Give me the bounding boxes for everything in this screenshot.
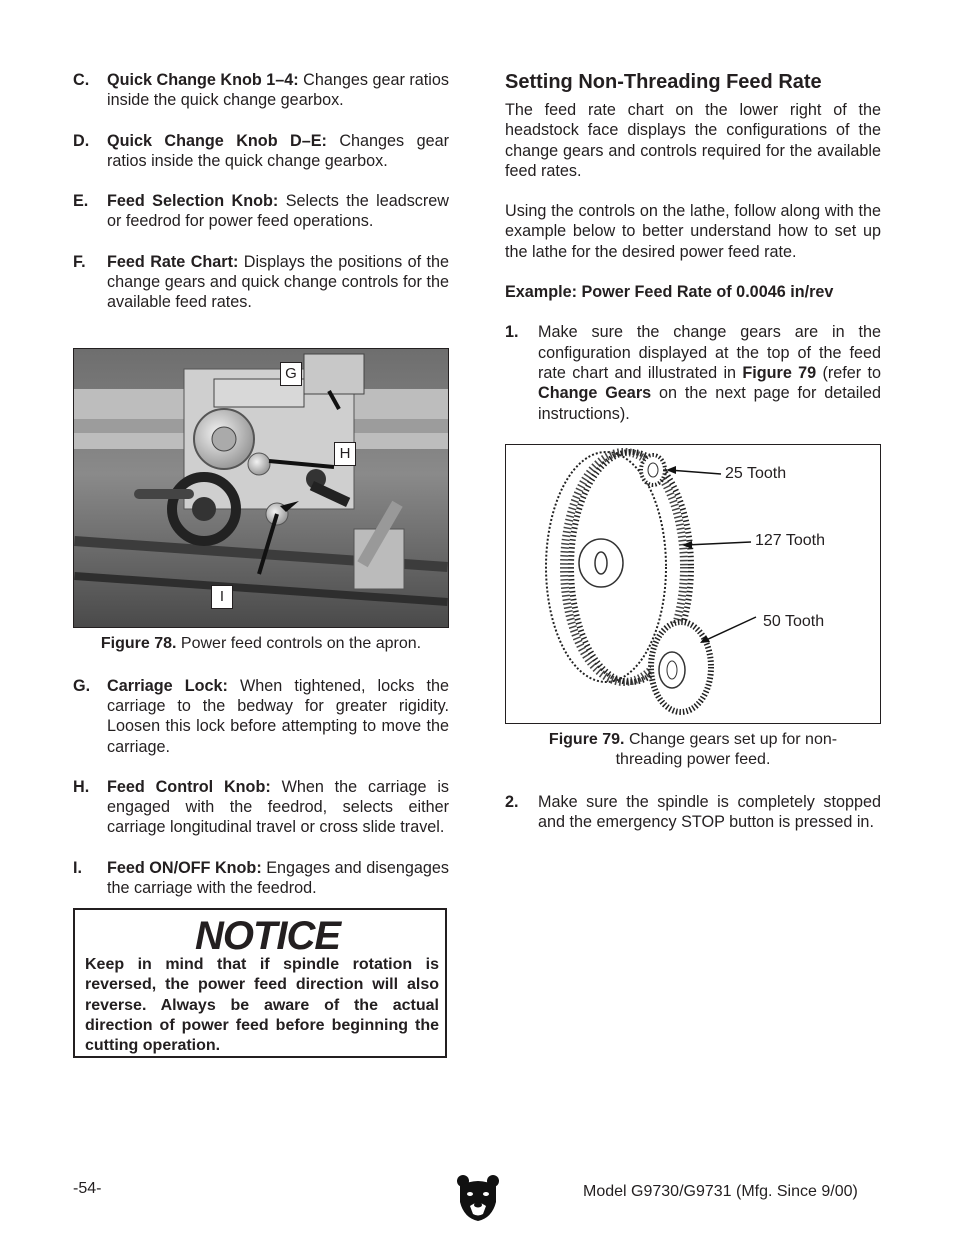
step-1: 1. Make sure the change gears are in the configuration displayed at the top of the feed rate chart and illustrated in Figure 79 (refer to Change Gears on the next page for detailed instructions). bbox=[505, 323, 881, 423]
notice-text: Keep in mind that if spindle rotation is reversed, the power feed direction will also reverse. Always be aware of the actual direction of power feed before beginning the cutting operation. bbox=[85, 956, 439, 1055]
definition-item-f: F. Feed Rate Chart: Displays the positions of the change gears and quick change controls for the available feed rates. bbox=[73, 252, 449, 312]
figure-78-photo bbox=[73, 348, 449, 628]
notice-box bbox=[73, 908, 447, 1058]
change-gears-illustration bbox=[506, 445, 880, 723]
callout-i: I bbox=[211, 585, 233, 609]
section-heading: Setting Non-Threading Feed Rate bbox=[505, 71, 822, 93]
grizzly-bear-logo-icon bbox=[456, 1174, 500, 1222]
left-column bbox=[73, 70, 449, 918]
notice-title: NOTICE bbox=[195, 914, 341, 958]
page-number: -54- bbox=[73, 1180, 102, 1197]
callout-h: H bbox=[334, 442, 356, 466]
definition-item-c: C. Quick Change Knob 1–4: Changes gear ratios inside the quick change gearbox. bbox=[73, 71, 449, 110]
definition-item-g: G. Carriage Lock: When tightened, locks the carriage to the bedway for greater rigidity. Loosen this lock before attempting to move the carriage. bbox=[73, 676, 450, 756]
step-2: 2. Make sure the spindle is completely stopped and the emergency STOP button is pressed in. bbox=[505, 792, 881, 832]
apron-photo-illustration bbox=[74, 349, 448, 627]
example-heading: Example: Power Feed Rate of 0.0046 in/rev bbox=[505, 283, 834, 302]
definition-item-e: E. Feed Selection Knob: Selects the leadscrew or feedrod for power feed operations. bbox=[73, 192, 449, 231]
model-footer: Model G9730/G9731 (Mfg. Since 9/00) bbox=[583, 1183, 858, 1200]
callout-g: G bbox=[280, 362, 302, 386]
definition-item-i: I. Feed ON/OFF Knob: Engages and disengages the carriage with the feedrod. bbox=[73, 858, 449, 898]
right-column bbox=[505, 70, 881, 852]
definition-item-d: D. Quick Change Knob D–E: Changes gear ratios inside the quick change gearbox. bbox=[73, 131, 449, 170]
instructions-paragraph: Using the controls on the lathe, follow along with the example below to better understand how to set up the lathe for the desired power feed rate. bbox=[505, 202, 881, 261]
intro-paragraph: The feed rate chart on the lower right of the headstock face displays the configurations of the change gears and controls required for the available feed rates. bbox=[505, 101, 881, 180]
definition-item-h: H. Feed Control Knob: When the carriage is engaged with the feedrod, selects either carriage longitudinal travel or cross slide travel. bbox=[73, 777, 450, 837]
figure-79-gears bbox=[505, 444, 881, 724]
label-50-tooth: 50 Tooth bbox=[763, 612, 825, 630]
label-127-tooth: 127 Tooth bbox=[755, 531, 825, 549]
figure-79-caption: Figure 79. Change gears set up for non-threading power feed. bbox=[548, 730, 838, 768]
label-25-tooth: 25 Tooth bbox=[725, 464, 787, 482]
figure-78-caption: Figure 78. Power feed controls on the apron. bbox=[100, 634, 422, 652]
